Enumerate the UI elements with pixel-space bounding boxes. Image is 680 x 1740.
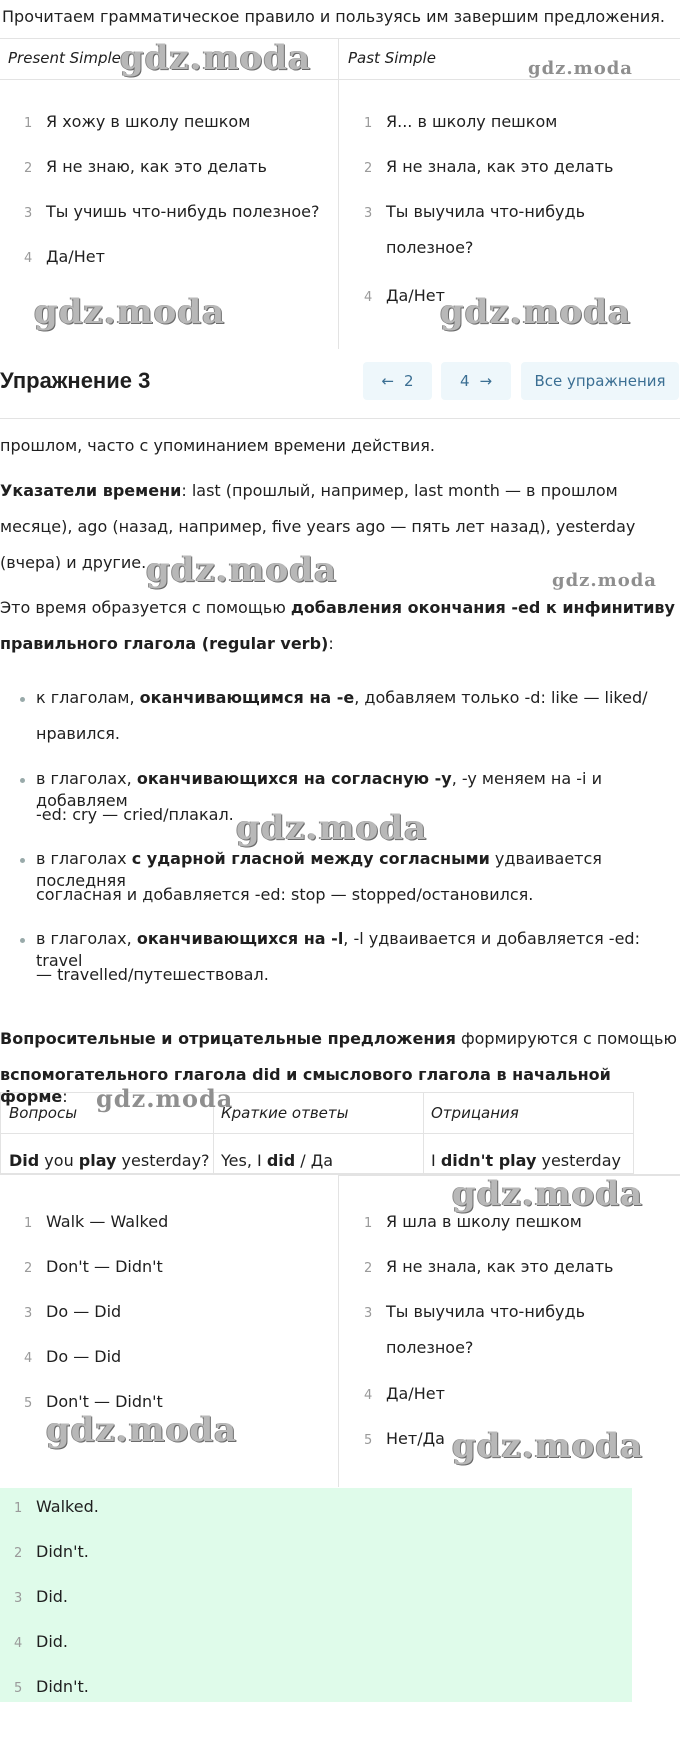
rule-bullet: к глаголам, оканчивающимся на -e, добавляем только -d: like — liked/ <box>36 688 648 707</box>
list-item: 1 Я... в школу пешком <box>364 112 558 131</box>
cell-short-answer: Yes, I did / Да <box>221 1151 334 1170</box>
watermark: gdz.moda <box>452 1426 644 1466</box>
list-item: 4 Да/Нет <box>364 1384 445 1403</box>
exercise-title: Упражнение 3 <box>0 368 151 393</box>
header-questions: Вопросы <box>9 1104 78 1122</box>
watermark: gdz.moda <box>34 292 226 332</box>
list-item: 2 Я не знала, как это делать <box>364 1257 614 1276</box>
header-short-answers: Краткие ответы <box>221 1104 349 1122</box>
rule-bullet: в глаголах, оканчивающихся на согласную -y, -y меняем на -i и добавляем <box>36 769 602 810</box>
rule-bullet: в глаголах, оканчивающихся на -l, -l удваивается и добавляется -ed: travel <box>36 929 640 970</box>
list-item-continuation: полезное? <box>386 1338 474 1357</box>
list-item: 5 Нет/Да <box>364 1429 445 1448</box>
next-exercise-button[interactable]: 4 → <box>441 362 511 400</box>
answer-item: 4 Did. <box>14 1632 69 1651</box>
prev-exercise-button[interactable]: ← 2 <box>363 362 432 400</box>
list-item: 1 Я хожу в школу пешком <box>24 112 251 131</box>
watermark: gdz.moda <box>528 58 633 79</box>
list-item-continuation: полезное? <box>386 238 474 257</box>
bullet-icon <box>20 697 25 702</box>
cell-negative: I didn't play yesterday <box>431 1151 621 1170</box>
intro-text: Прочитаем грамматическое правило и пользуясь им завершим предложения. <box>2 7 665 26</box>
question-rule-cont: вспомогательного глагола did и смыслового глагола в начальной форме: <box>0 1065 611 1106</box>
list-item: 2 Я не знала, как это делать <box>364 157 614 176</box>
col-past-header: Past Simple <box>348 49 436 67</box>
answer-item: 1 Walked. <box>14 1497 99 1516</box>
rule-bullet-cont: нравился. <box>36 724 120 743</box>
rule-line: месяце), ago (назад, например, five years ago — пять лет назад), yesterday <box>0 517 636 536</box>
list-item: 3 Do — Did <box>24 1302 122 1321</box>
formation-rule-cont: правильного глагола (regular verb): <box>0 634 334 653</box>
arrow-left-icon: ← <box>381 372 395 390</box>
rule-line: (вчера) и другие. <box>0 553 147 572</box>
header-negatives: Отрицания <box>431 1104 519 1122</box>
watermark: gdz.moda <box>440 292 632 332</box>
rule-bullet-cont: согласная и добавляется -ed: stop — stopped/остановился. <box>36 885 534 904</box>
list-item: 4 Do — Did <box>24 1347 122 1366</box>
watermark: gdz.moda <box>96 1084 234 1113</box>
arrow-right-icon: → <box>479 372 493 390</box>
list-item: 4 Да/Нет <box>364 286 445 305</box>
col-present-header: Present Simple <box>8 49 121 67</box>
list-item: 2 Don't — Didn't <box>24 1257 163 1276</box>
question-rule: Вопросительные и отрицательные предложения формируются с помощью <box>0 1029 677 1048</box>
watermark: gdz.moda <box>146 550 338 590</box>
watermark: gdz.moda <box>120 38 312 78</box>
rule-line: прошлом, часто с упоминанием времени действия. <box>0 436 435 455</box>
bullet-icon <box>20 778 25 783</box>
answers-block <box>0 1488 632 1702</box>
watermark: gdz.moda <box>46 1410 238 1450</box>
list-item: 3 Ты выучила что-нибудь <box>364 1302 586 1321</box>
cell-question: Did you play yesterday? <box>9 1151 210 1170</box>
watermark: gdz.moda <box>236 808 428 848</box>
answer-item: 3 Did. <box>14 1587 69 1606</box>
answer-item: 2 Didn't. <box>14 1542 89 1561</box>
list-item: 3 Ты учишь что-нибудь полезное? <box>24 202 320 221</box>
list-item: 1 Я шла в школу пешком <box>364 1212 582 1231</box>
bullet-icon <box>20 938 25 943</box>
watermark: gdz.moda <box>552 570 657 591</box>
list-item: 2 Я не знаю, как это делать <box>24 157 267 176</box>
rule-bullet-cont: -ed: cry — cried/плакал. <box>36 805 234 824</box>
list-item: 3 Ты выучила что-нибудь <box>364 202 586 221</box>
rule-bullet-cont: — travelled/путешествовал. <box>36 965 269 984</box>
bullet-icon <box>20 858 25 863</box>
formation-rule: Это время образуется с помощью добавления окончания -ed к инфинитиву <box>0 598 675 617</box>
time-markers: Указатели времени: last (прошлый, например, last month — в прошлом <box>0 481 618 500</box>
all-exercises-button[interactable]: Все упражнения <box>521 362 679 400</box>
answer-item: 5 Didn't. <box>14 1677 89 1696</box>
exercise-header <box>0 356 680 418</box>
list-item: 1 Walk — Walked <box>24 1212 169 1231</box>
watermark: gdz.moda <box>452 1174 644 1214</box>
rule-bullet: в глаголах с ударной гласной между согласными удваивается последняя <box>36 849 602 890</box>
list-item: 4 Да/Нет <box>24 247 105 266</box>
list-item: 5 Don't — Didn't <box>24 1392 163 1411</box>
